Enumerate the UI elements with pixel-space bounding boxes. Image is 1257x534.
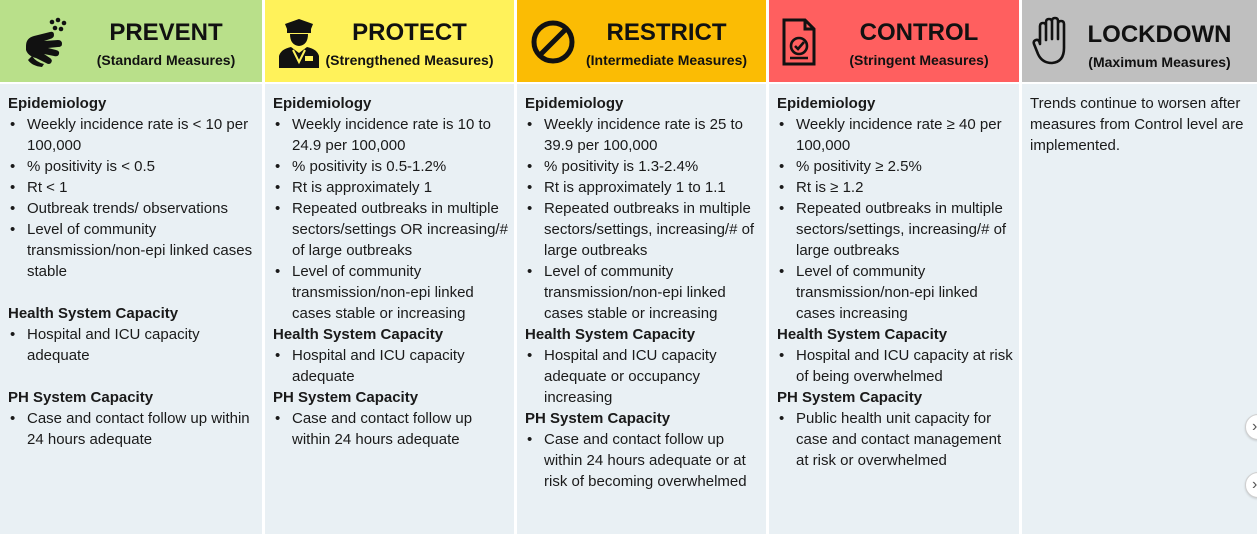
list-item: • Weekly incidence rate is 10 to 24.9 per 100,000 xyxy=(273,114,508,156)
section-heading: Health System Capacity xyxy=(777,326,948,343)
section-epidemiology xyxy=(8,93,256,282)
list-item: • Repeated outbreaks in multiple sectors/settings, increasing/# of large outbreaks xyxy=(777,198,1013,261)
list-item: • Rt is approximately 1 xyxy=(273,177,508,198)
section-ph-system xyxy=(273,387,508,450)
section-epidemiology xyxy=(777,93,1013,324)
subtitle-restrict: (Intermediate Measures) xyxy=(585,52,748,68)
chevron-right-icon[interactable]: › xyxy=(1245,414,1257,440)
list-item: • Rt < 1 xyxy=(8,177,256,198)
hand-wash-icon xyxy=(22,16,70,68)
list-item: • Weekly incidence rate is 25 to 39.9 per 100,000 xyxy=(525,114,760,156)
section-health-system xyxy=(8,303,256,366)
list-item: • Weekly incidence rate ≥ 40 per 100,000 xyxy=(777,114,1013,156)
subtitle-prevent: (Standard Measures) xyxy=(96,52,236,68)
list-item: • Repeated outbreaks in multiple sectors/settings OR increasing/# of large outbreaks xyxy=(273,198,508,261)
list-item: • Level of community transmission/non-epi linked cases stable or increasing xyxy=(273,261,508,324)
section-heading: PH System Capacity xyxy=(8,389,154,406)
list-item: • Case and contact follow up within 24 hours adequate xyxy=(8,408,256,450)
list-item: • Hospital and ICU capacity at risk of being overwhelmed xyxy=(777,345,1013,387)
title-prevent: PREVENT xyxy=(109,19,223,46)
section-ph-system xyxy=(525,408,760,492)
list-item: • Weekly incidence rate is < 10 per 100,000 xyxy=(8,114,256,156)
section-heading: Epidemiology xyxy=(273,95,372,112)
section-epidemiology xyxy=(525,93,760,324)
column-restrict xyxy=(517,0,766,534)
column-protect xyxy=(265,0,514,534)
column-lockdown xyxy=(1022,0,1257,534)
list-item: • % positivity is 1.3-2.4% xyxy=(525,156,760,177)
subtitle-lockdown: (Maximum Measures) xyxy=(1088,54,1231,70)
subtitle-control: (Stringent Measures) xyxy=(849,52,989,68)
list-item: • Hospital and ICU capacity adequate or occupancy increasing xyxy=(525,345,760,408)
header-protect xyxy=(265,0,514,84)
title-protect: PROTECT xyxy=(352,19,467,46)
list-item: • Level of community transmission/non-epi linked cases stable or increasing xyxy=(525,261,760,324)
title-restrict: RESTRICT xyxy=(606,19,727,46)
section-heading: PH System Capacity xyxy=(273,389,419,406)
list-item: • Case and contact follow up within 24 hours adequate or at risk of becoming overwhelmed xyxy=(525,429,760,492)
criteria-restrict xyxy=(517,84,766,534)
section-heading: Epidemiology xyxy=(777,95,876,112)
list-item: • % positivity ≥ 2.5% xyxy=(777,156,1013,177)
criteria-lockdown xyxy=(1022,84,1257,534)
section-heading: Epidemiology xyxy=(525,95,624,112)
section-heading: PH System Capacity xyxy=(525,410,671,427)
section-heading: Epidemiology xyxy=(8,95,107,112)
header-control xyxy=(769,0,1019,84)
title-control: CONTROL xyxy=(859,19,979,46)
column-prevent xyxy=(0,0,262,534)
section-ph-system xyxy=(8,387,256,450)
title-lockdown: LOCKDOWN xyxy=(1087,21,1232,48)
subtitle-protect: (Strengthened Measures) xyxy=(325,52,494,68)
lockdown-description: Trends continue to worsen after measures from Control level are implemented. xyxy=(1030,95,1244,154)
header-prevent xyxy=(0,0,262,84)
list-item: • Repeated outbreaks in multiple sectors/settings, increasing/# of large outbreaks xyxy=(525,198,760,261)
list-item: • Case and contact follow up within 24 hours adequate xyxy=(273,408,508,450)
column-control xyxy=(769,0,1019,534)
section-heading: Health System Capacity xyxy=(525,326,696,343)
list-item: • Level of community transmission/non-epi linked cases increasing xyxy=(777,261,1013,324)
section-heading: Health System Capacity xyxy=(8,305,179,322)
header-restrict xyxy=(517,0,766,84)
section-epidemiology xyxy=(273,93,508,324)
list-item: • Public health unit capacity for case and contact management at risk or overwhelmed xyxy=(777,408,1013,471)
header-lockdown xyxy=(1022,0,1257,84)
list-item: • Outbreak trends/ observations xyxy=(8,198,256,219)
chevron-right-icon[interactable]: › xyxy=(1245,472,1257,498)
criteria-prevent xyxy=(0,84,262,534)
section-health-system xyxy=(777,324,1013,387)
section-health-system xyxy=(273,324,508,387)
list-item: • % positivity is < 0.5 xyxy=(8,156,256,177)
list-item: • Rt is approximately 1 to 1.1 xyxy=(525,177,760,198)
list-item: • Level of community transmission/non-epi linked cases stable xyxy=(8,219,256,282)
section-ph-system xyxy=(777,387,1013,471)
list-item: • Rt is ≥ 1.2 xyxy=(777,177,1013,198)
list-item: • Hospital and ICU capacity adequate xyxy=(273,345,508,387)
list-item: • Hospital and ICU capacity adequate xyxy=(8,324,256,366)
criteria-control xyxy=(769,84,1019,534)
list-item: • % positivity is 0.5-1.2% xyxy=(273,156,508,177)
section-health-system xyxy=(525,324,760,408)
document-check-icon xyxy=(781,16,817,68)
section-heading: PH System Capacity xyxy=(777,389,923,406)
section-heading: Health System Capacity xyxy=(273,326,444,343)
criteria-protect xyxy=(265,84,514,534)
